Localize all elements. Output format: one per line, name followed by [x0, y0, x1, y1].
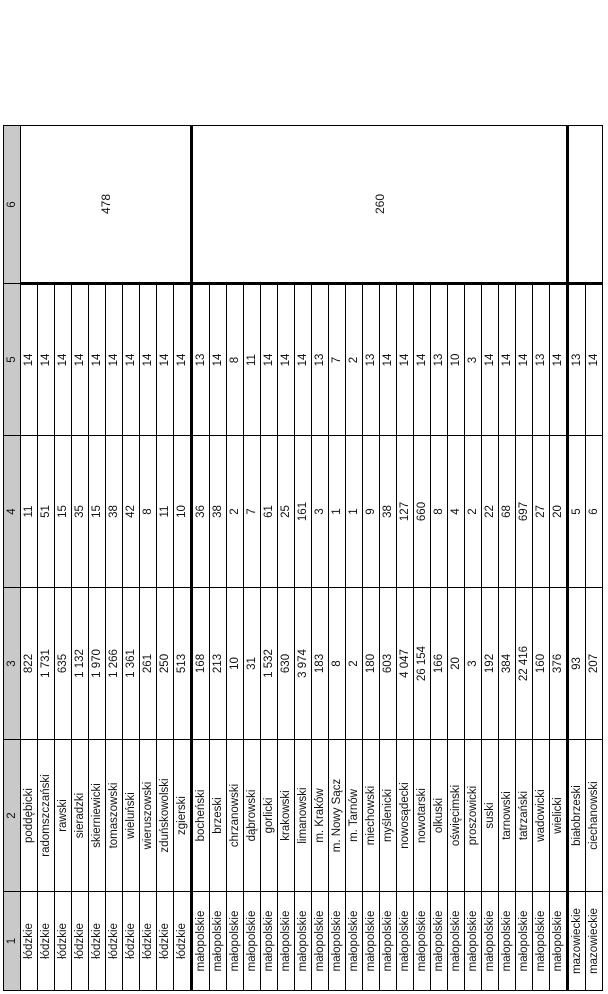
cell-col-3: 3 — [465, 588, 482, 740]
cell-col-3: 213 — [210, 588, 227, 740]
cell-col-2: wieluński — [123, 740, 140, 892]
cell-col-1: łódzkie — [157, 892, 174, 991]
header-row — [4, 126, 21, 991]
cell-col-4: 127 — [397, 436, 414, 588]
cell-col-3: 1 970 — [89, 588, 106, 740]
cell-col-5: 14 — [482, 284, 499, 436]
cell-col-3: 22 416 — [516, 588, 533, 740]
cell-col-4: 35 — [72, 436, 89, 588]
cell-col-2: ciechanowski — [586, 740, 603, 892]
header-col-1: 1 — [4, 892, 21, 991]
table-row — [568, 126, 586, 991]
cell-col-5: 14 — [89, 284, 106, 436]
header-col-6: 6 — [4, 126, 21, 284]
cell-col-3: 4 047 — [397, 588, 414, 740]
cell-col-2: wadowicki — [533, 740, 550, 892]
cell-col-5: 14 — [397, 284, 414, 436]
cell-col-3: 166 — [431, 588, 448, 740]
cell-col-3: 207 — [586, 588, 603, 740]
cell-col-1: małopolskie — [244, 892, 261, 991]
header-col-2: 2 — [4, 740, 21, 892]
cell-col-1: łódzkie — [174, 892, 192, 991]
cell-col-1: małopolskie — [431, 892, 448, 991]
cell-col-5: 14 — [516, 284, 533, 436]
cell-col-2: radomszczański — [38, 740, 55, 892]
cell-col-6-mazowieckie — [568, 126, 603, 284]
cell-col-4: 9 — [363, 436, 380, 588]
cell-col-5: 13 — [312, 284, 329, 436]
cell-col-2: poddębicki — [21, 740, 38, 892]
cell-col-4: 11 — [21, 436, 38, 588]
cell-col-1: łódzkie — [140, 892, 157, 991]
cell-col-1: małopolskie — [329, 892, 346, 991]
cell-col-4: 38 — [210, 436, 227, 588]
cell-col-1: małopolskie — [499, 892, 516, 991]
cell-col-3: 822 — [21, 588, 38, 740]
cell-col-3: 1 361 — [123, 588, 140, 740]
cell-col-4: 27 — [533, 436, 550, 588]
cell-col-3: 1 532 — [261, 588, 278, 740]
cell-col-5: 3 — [465, 284, 482, 436]
cell-col-1: małopolskie — [312, 892, 329, 991]
cell-col-3: 384 — [499, 588, 516, 740]
cell-col-2: m. Kraków — [312, 740, 329, 892]
cell-col-1: małopolskie — [516, 892, 533, 991]
cell-col-2: gorlicki — [261, 740, 278, 892]
cell-col-6-malopolskie: 260 — [192, 126, 568, 284]
cell-col-4: 20 — [550, 436, 568, 588]
cell-col-4: 1 — [346, 436, 363, 588]
cell-col-3: 1 266 — [106, 588, 123, 740]
cell-col-4: 697 — [516, 436, 533, 588]
cell-col-5: 14 — [210, 284, 227, 436]
cell-col-4: 25 — [278, 436, 295, 588]
cell-col-1: łódzkie — [123, 892, 140, 991]
cell-col-1: małopolskie — [380, 892, 397, 991]
cell-col-1: małopolskie — [448, 892, 465, 991]
cell-col-5: 2 — [346, 284, 363, 436]
cell-col-2: limanowski — [295, 740, 312, 892]
cell-col-2: tarnowski — [499, 740, 516, 892]
cell-col-2: suski — [482, 740, 499, 892]
cell-col-4: 1 — [329, 436, 346, 588]
cell-col-2: rawski — [55, 740, 72, 892]
cell-col-2: nowosądecki — [397, 740, 414, 892]
cell-col-5: 14 — [499, 284, 516, 436]
cell-col-2: brzeski — [210, 740, 227, 892]
cell-col-5: 14 — [414, 284, 431, 436]
cell-col-3: 376 — [550, 588, 568, 740]
cell-col-5: 14 — [380, 284, 397, 436]
cell-col-4: 2 — [227, 436, 244, 588]
cell-col-2: krakowski — [278, 740, 295, 892]
table-body — [21, 126, 603, 991]
cell-col-5: 14 — [106, 284, 123, 436]
cell-col-3: 10 — [227, 588, 244, 740]
cell-col-1: łódzkie — [21, 892, 38, 991]
table-row — [192, 126, 210, 991]
cell-col-3: 513 — [174, 588, 192, 740]
cell-col-1: małopolskie — [482, 892, 499, 991]
header-col-4: 4 — [4, 436, 21, 588]
cell-col-1: łódzkie — [106, 892, 123, 991]
cell-col-1: mazowieckie — [568, 892, 586, 991]
cell-col-5: 14 — [586, 284, 603, 436]
cell-col-4: 36 — [192, 436, 210, 588]
cell-col-2: tomaszowski — [106, 740, 123, 892]
cell-col-4: 68 — [499, 436, 516, 588]
cell-col-4: 7 — [244, 436, 261, 588]
header-col-3: 3 — [4, 588, 21, 740]
cell-col-3: 635 — [55, 588, 72, 740]
table-row — [21, 126, 38, 991]
cell-col-5: 13 — [363, 284, 380, 436]
cell-col-3: 630 — [278, 588, 295, 740]
cell-col-5: 14 — [123, 284, 140, 436]
cell-col-2: zduńskowolski — [157, 740, 174, 892]
cell-col-4: 11 — [157, 436, 174, 588]
cell-col-5: 14 — [140, 284, 157, 436]
cell-col-3: 8 — [329, 588, 346, 740]
cell-col-6-lodzkie: 478 — [21, 126, 192, 284]
cell-col-3: 160 — [533, 588, 550, 740]
cell-col-2: tatrzański — [516, 740, 533, 892]
cell-col-4: 22 — [482, 436, 499, 588]
cell-col-5: 7 — [329, 284, 346, 436]
cell-col-5: 13 — [431, 284, 448, 436]
header-col-5: 5 — [4, 284, 21, 436]
cell-col-5: 14 — [55, 284, 72, 436]
cell-col-5: 10 — [448, 284, 465, 436]
cell-col-4: 61 — [261, 436, 278, 588]
cell-col-4: 660 — [414, 436, 431, 588]
cell-col-1: małopolskie — [295, 892, 312, 991]
cell-col-5: 8 — [227, 284, 244, 436]
cell-col-1: małopolskie — [278, 892, 295, 991]
cell-col-2: sieradzki — [72, 740, 89, 892]
cell-col-2: skierniewicki — [89, 740, 106, 892]
cell-col-3: 31 — [244, 588, 261, 740]
cell-col-4: 3 — [312, 436, 329, 588]
cell-col-4: 8 — [140, 436, 157, 588]
cell-col-3: 26 154 — [414, 588, 431, 740]
cell-col-2: zgierski — [174, 740, 192, 892]
cell-col-5: 11 — [244, 284, 261, 436]
cell-col-4: 6 — [586, 436, 603, 588]
cell-col-5: 14 — [21, 284, 38, 436]
cell-col-2: myślenicki — [380, 740, 397, 892]
cell-col-1: małopolskie — [414, 892, 431, 991]
cell-col-5: 14 — [157, 284, 174, 436]
cell-col-2: białobrzeski — [568, 740, 586, 892]
cell-col-3: 93 — [568, 588, 586, 740]
cell-col-3: 183 — [312, 588, 329, 740]
cell-col-2: miechowski — [363, 740, 380, 892]
cell-col-4: 5 — [568, 436, 586, 588]
cell-col-5: 14 — [174, 284, 192, 436]
cell-col-1: małopolskie — [533, 892, 550, 991]
cell-col-4: 38 — [380, 436, 397, 588]
cell-col-4: 2 — [465, 436, 482, 588]
cell-col-5: 14 — [261, 284, 278, 436]
cell-col-4: 15 — [55, 436, 72, 588]
cell-col-4: 15 — [89, 436, 106, 588]
cell-col-5: 14 — [295, 284, 312, 436]
cell-col-2: oświęcimski — [448, 740, 465, 892]
cell-col-3: 168 — [192, 588, 210, 740]
cell-col-1: małopolskie — [550, 892, 568, 991]
cell-col-1: łódzkie — [89, 892, 106, 991]
cell-col-3: 192 — [482, 588, 499, 740]
cell-col-4: 4 — [448, 436, 465, 588]
cell-col-4: 38 — [106, 436, 123, 588]
cell-col-3: 20 — [448, 588, 465, 740]
cell-col-2: bocheński — [192, 740, 210, 892]
cell-col-1: małopolskie — [192, 892, 210, 991]
cell-col-2: wielicki — [550, 740, 568, 892]
cell-col-1: małopolskie — [210, 892, 227, 991]
cell-col-5: 13 — [192, 284, 210, 436]
cell-col-4: 42 — [123, 436, 140, 588]
cell-col-1: małopolskie — [346, 892, 363, 991]
cell-col-2: chrzanowski — [227, 740, 244, 892]
cell-col-3: 2 — [346, 588, 363, 740]
cell-col-4: 8 — [431, 436, 448, 588]
cell-col-3: 603 — [380, 588, 397, 740]
data-table — [3, 125, 603, 991]
cell-col-1: małopolskie — [261, 892, 278, 991]
cell-col-5: 14 — [278, 284, 295, 436]
cell-col-2: olkuski — [431, 740, 448, 892]
cell-col-1: łódzkie — [72, 892, 89, 991]
cell-col-1: małopolskie — [397, 892, 414, 991]
cell-col-3: 1 132 — [72, 588, 89, 740]
cell-col-1: łódzkie — [55, 892, 72, 991]
cell-col-1: małopolskie — [227, 892, 244, 991]
cell-col-2: nowotarski — [414, 740, 431, 892]
cell-col-1: mazowieckie — [586, 892, 603, 991]
cell-col-3: 3 974 — [295, 588, 312, 740]
cell-col-2: m. Nowy Sącz — [329, 740, 346, 892]
cell-col-4: 10 — [174, 436, 192, 588]
cell-col-5: 14 — [550, 284, 568, 436]
cell-col-3: 261 — [140, 588, 157, 740]
cell-col-5: 14 — [38, 284, 55, 436]
cell-col-1: małopolskie — [465, 892, 482, 991]
cell-col-2: m. Tarnów — [346, 740, 363, 892]
cell-col-3: 1 731 — [38, 588, 55, 740]
cell-col-1: małopolskie — [363, 892, 380, 991]
cell-col-3: 250 — [157, 588, 174, 740]
cell-col-3: 180 — [363, 588, 380, 740]
cell-col-4: 51 — [38, 436, 55, 588]
cell-col-2: dąbrowski — [244, 740, 261, 892]
cell-col-2: proszowicki — [465, 740, 482, 892]
cell-col-1: łódzkie — [38, 892, 55, 991]
cell-col-4: 161 — [295, 436, 312, 588]
cell-col-5: 14 — [72, 284, 89, 436]
cell-col-5: 13 — [533, 284, 550, 436]
cell-col-2: wieruszowski — [140, 740, 157, 892]
cell-col-5: 13 — [568, 284, 586, 436]
